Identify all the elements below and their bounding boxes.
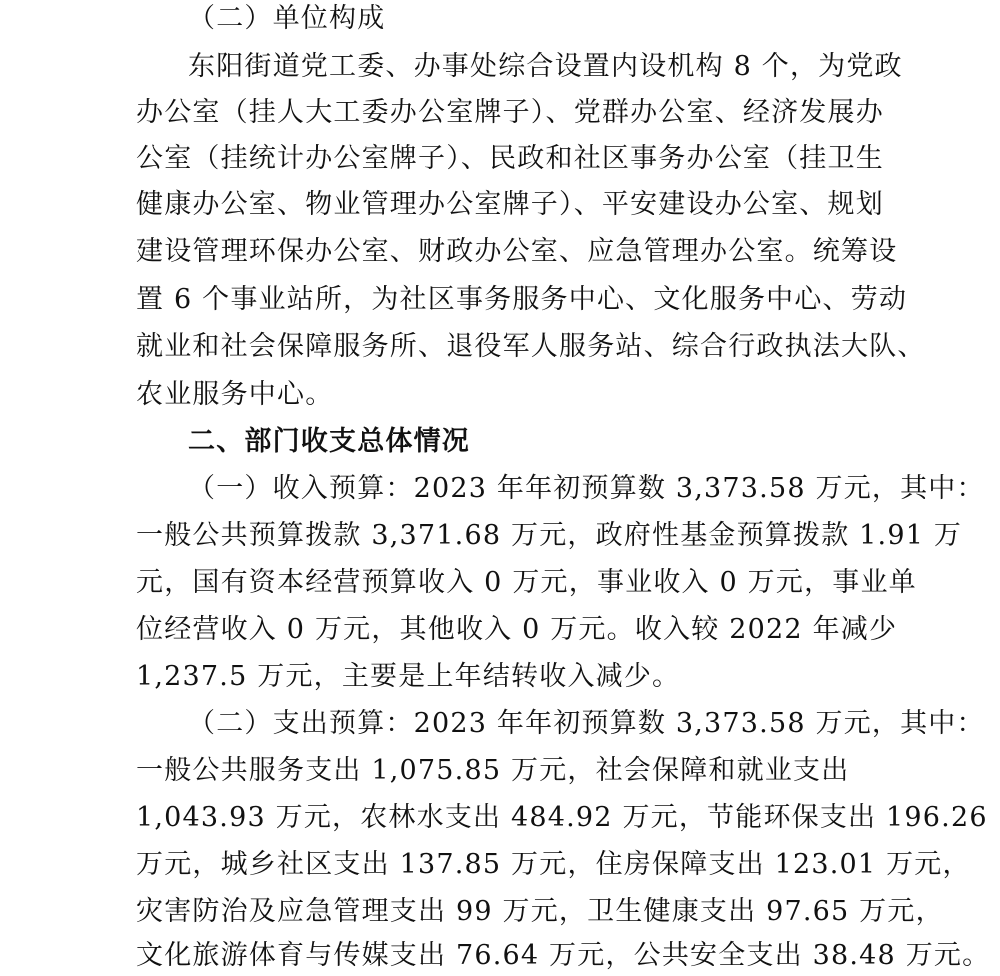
income-paragraph-line: 一般公共预算拨款 3,371.68 万元，政府性基金预算拨款 1.91 万 xyxy=(136,520,963,551)
income-paragraph-line: （一）收入预算：2023 年年初预算数 3,373.58 万元，其中： xyxy=(188,473,985,504)
expense-paragraph-line: 1,043.93 万元，农林水支出 484.92 万元，节能环保支出 196.26 xyxy=(136,802,988,833)
paragraph-line: 置 6 个事业站所，为社区事务服务中心、文化服务中心、劳动 xyxy=(136,284,908,315)
paragraph-line: 公室（挂统计办公室牌子）、民政和社区事务办公室（挂卫生 xyxy=(136,143,884,174)
paragraph-line: 农业服务中心。 xyxy=(136,379,334,410)
expense-paragraph-line: 一般公共服务支出 1,075.85 万元，社会保障和就业支出 xyxy=(136,755,850,786)
expense-paragraph-line: 灾害防治及应急管理支出 99 万元，卫生健康支出 97.65 万元， xyxy=(136,896,944,927)
paragraph-line: 健康办公室、物业管理办公室牌子）、平安建设办公室、规划 xyxy=(136,189,884,220)
paragraph-line: 建设管理环保办公室、财政办公室、应急管理办公室。统筹设 xyxy=(136,236,898,267)
income-paragraph-line: 1,237.5 万元，主要是上年结转收入减少。 xyxy=(136,661,681,692)
section-heading-unit-composition: （二）单位构成 xyxy=(188,3,386,34)
expense-paragraph-line: （二）支出预算：2023 年年初预算数 3,373.58 万元，其中： xyxy=(188,708,985,739)
paragraph-line: 就业和社会保障服务所、退役军人服务站、综合行政执法大队、 xyxy=(136,331,926,362)
paragraph-line: 东阳街道党工委、办事处综合设置内设机构 8 个，为党政 xyxy=(188,51,903,82)
expense-paragraph-line: 文化旅游体育与传媒支出 76.64 万元，公共安全支出 38.48 万元。 xyxy=(136,940,991,971)
paragraph-line: 办公室（挂人大工委办公室牌子）、党群办公室、经济发展办 xyxy=(136,97,884,128)
income-paragraph-line: 位经营收入 0 万元，其他收入 0 万元。收入较 2022 年减少 xyxy=(136,614,898,645)
expense-paragraph-line: 万元，城乡社区支出 137.85 万元，住房保障支出 123.01 万元， xyxy=(136,849,971,880)
income-paragraph-line: 元，国有资本经营预算收入 0 万元，事业收入 0 万元，事业单 xyxy=(136,567,917,598)
section-heading-overview: 二、部门收支总体情况 xyxy=(188,426,470,457)
